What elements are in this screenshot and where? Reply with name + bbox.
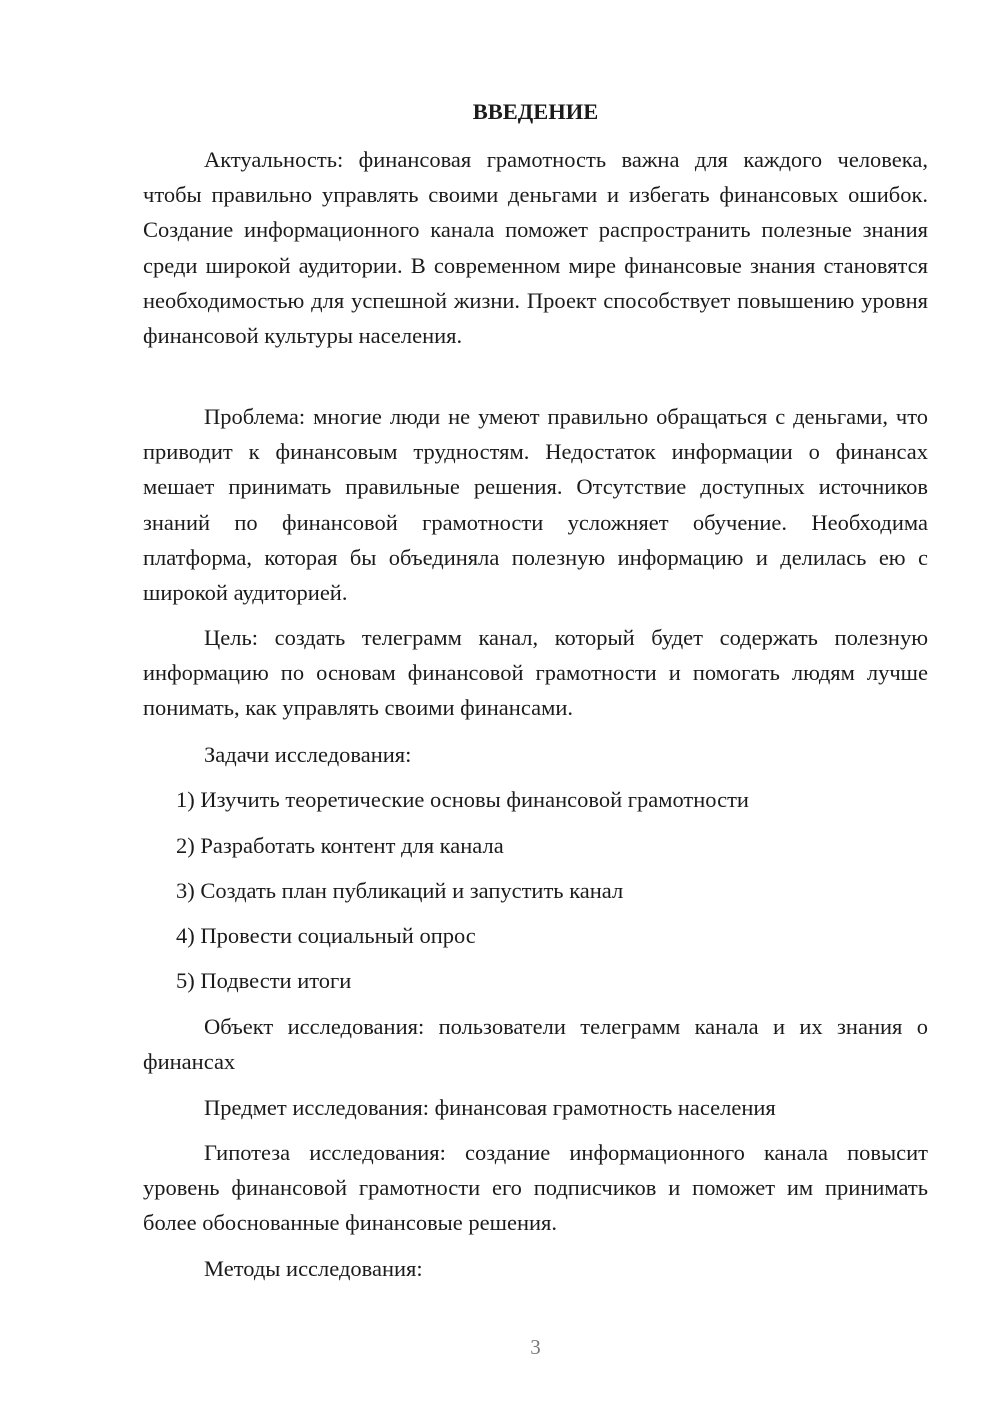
problem-paragraph: Проблема: многие люди не умеют правильно обращаться с деньгами, что приводит к финансовым трудностям. Недостаток информации о финансах мешает принимать правильные решения. Отсутствие доступных источников знаний по финансовой грамотности усложняет обучение. Необходима платформа, которая бы объединяла полезную информацию и делилась ею с широкой аудиторией. <box>143 404 928 606</box>
task-item-4: 4) Провести социальный опрос <box>176 923 476 948</box>
goal-paragraph: Цель: создать телеграмм канал, который будет содержать полезную информацию по основам финансовой грамотности и помогать людям лучше понимать, как управлять своими финансами. <box>143 625 928 721</box>
page-number: 3 <box>530 1335 541 1359</box>
object-paragraph: Объект исследования: пользователи телеграмм канала и их знания о финансах <box>143 1014 928 1075</box>
task-item-5: 5) Подвести итоги <box>176 968 352 993</box>
task-item-1: 1) Изучить теоретические основы финансовой грамотности <box>176 787 749 812</box>
document-page <box>143 0 928 1414</box>
task-item-2: 2) Разработать контент для канала <box>176 833 504 858</box>
page-title: ВВЕДЕНИЕ <box>472 99 599 124</box>
relevance-paragraph: Актуальность: финансовая грамотность важна для каждого человека, чтобы правильно управлять своими деньгами и избегать финансовых ошибок. Создание информационного канала поможет распространить полезные знания среди широкой аудитории. В современном мире финансовые знания становятся необходимостью для успешной жизни. Проект способствует повышению уровня финансовой культуры населения. <box>143 147 928 349</box>
task-item-3: 3) Создать план публикаций и запустить канал <box>176 878 624 903</box>
subject-paragraph: Предмет исследования: финансовая грамотность населения <box>204 1095 776 1120</box>
hypothesis-paragraph: Гипотеза исследования: создание информационного канала повысит уровень финансовой грамотности его подписчиков и поможет им принимать более обоснованные финансовые решения. <box>143 1140 928 1236</box>
tasks-heading: Задачи исследования: <box>204 742 412 767</box>
methods-heading: Методы исследования: <box>204 1256 423 1281</box>
